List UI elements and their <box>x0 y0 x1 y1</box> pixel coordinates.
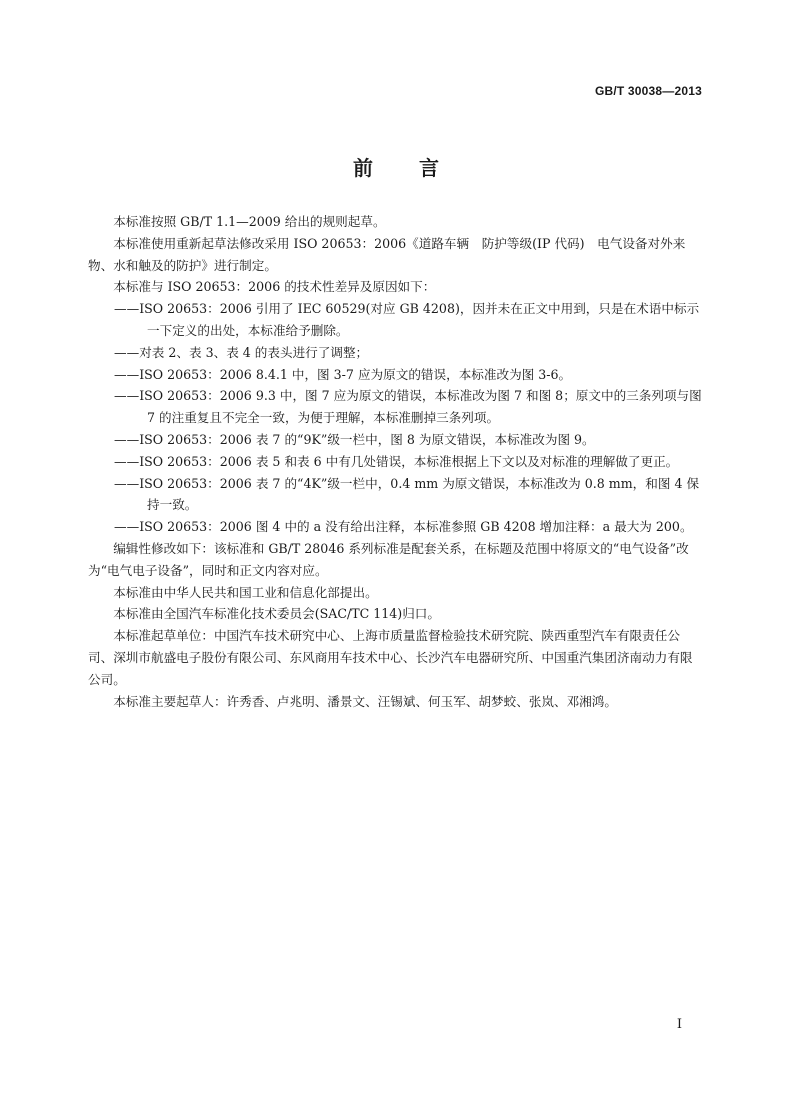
paragraph: 本标准起草单位：中国汽车技术研究中心、上海市质量监督检验技术研究院、陕西重型汽车有限责任公司、深圳市航盛电子股份有限公司、东风商用车技术中心、长沙汽车电器研究所、中国重汽集团济南动力有限公司。 <box>88 628 693 687</box>
difference-item: ——ISO 20653：2006 表 5 和表 6 中有几处错误，本标准根据上下文以及对标准的理解做了更正。 <box>114 453 679 469</box>
paragraph: 本标准由全国汽车标准化技术委员会(SAC/TC 114)归口。 <box>113 606 440 622</box>
difference-item: ——ISO 20653：2006 8.4.1 中，图 3-7 应为原文的错误，本标准改为图 3-6。 <box>114 366 572 382</box>
difference-item: ——ISO 20653：2006 引用了 IEC 60529(对应 GB 4208)，因并未在正文中用到，只是在术语中标示一下定义的出处，本标准给予删除。 <box>114 301 700 338</box>
difference-item: ——ISO 20653：2006 9.3 中，图 7 应为原文的错误，本标准改为图 7 和图 8；原文中的三条列项与图 7 的注重复且不完全一致，为便于理解，本标准删掉三条列项。 <box>114 388 702 426</box>
paragraph: 本标准使用重新起草法修改采用 ISO 20653：2006《道路车辆 防护等级(IP 代码) 电气设备对外来物、水和触及的防护》进行制定。 <box>88 235 686 273</box>
paragraph: 本标准按照 GB/T 1.1—2009 给出的规则起草。 <box>113 214 386 229</box>
difference-item: ——ISO 20653：2006 表 7 的“4K”级一栏中，0.4 mm 为原文错误，本标准改为 0.8 mm，和图 4 保持一致。 <box>114 475 700 513</box>
paragraph: 本标准由中华人民共和国工业和信息化部提出。 <box>113 584 378 600</box>
title-char-2: 言 <box>419 156 439 180</box>
page-title <box>0 152 792 181</box>
paragraph: 编辑性修改如下：该标准和 GB/T 28046 系列标准是配套关系，在标题及范围中将原文的“电气设备”改为“电气电子设备”，同时和正文内容对应。 <box>88 540 689 578</box>
foreword-body <box>88 211 704 712</box>
page-number: I <box>676 1017 682 1032</box>
paragraph: 本标准与 ISO 20653：2006 的技术性差异及原因如下： <box>113 279 436 295</box>
difference-item: ——ISO 20653：2006 表 7 的“9K”级一栏中，图 8 为原文错误，本标准改为图 9。 <box>114 431 595 447</box>
paragraph: 本标准主要起草人：许秀香、卢兆明、潘景文、汪锡斌、何玉军、胡梦蛟、张岚、邓湘鸿。 <box>113 693 617 709</box>
difference-item: ——ISO 20653：2006 图 4 中的 a 没有给出注释，本标准参照 GB 4208 增加注释：a 最大为 200。 <box>114 519 693 535</box>
difference-item: ——对表 2、表 3、表 4 的表头进行了调整； <box>114 344 369 360</box>
standard-code: GB/T 30038—2013 <box>594 84 702 98</box>
title-char-1: 前 <box>353 156 373 180</box>
